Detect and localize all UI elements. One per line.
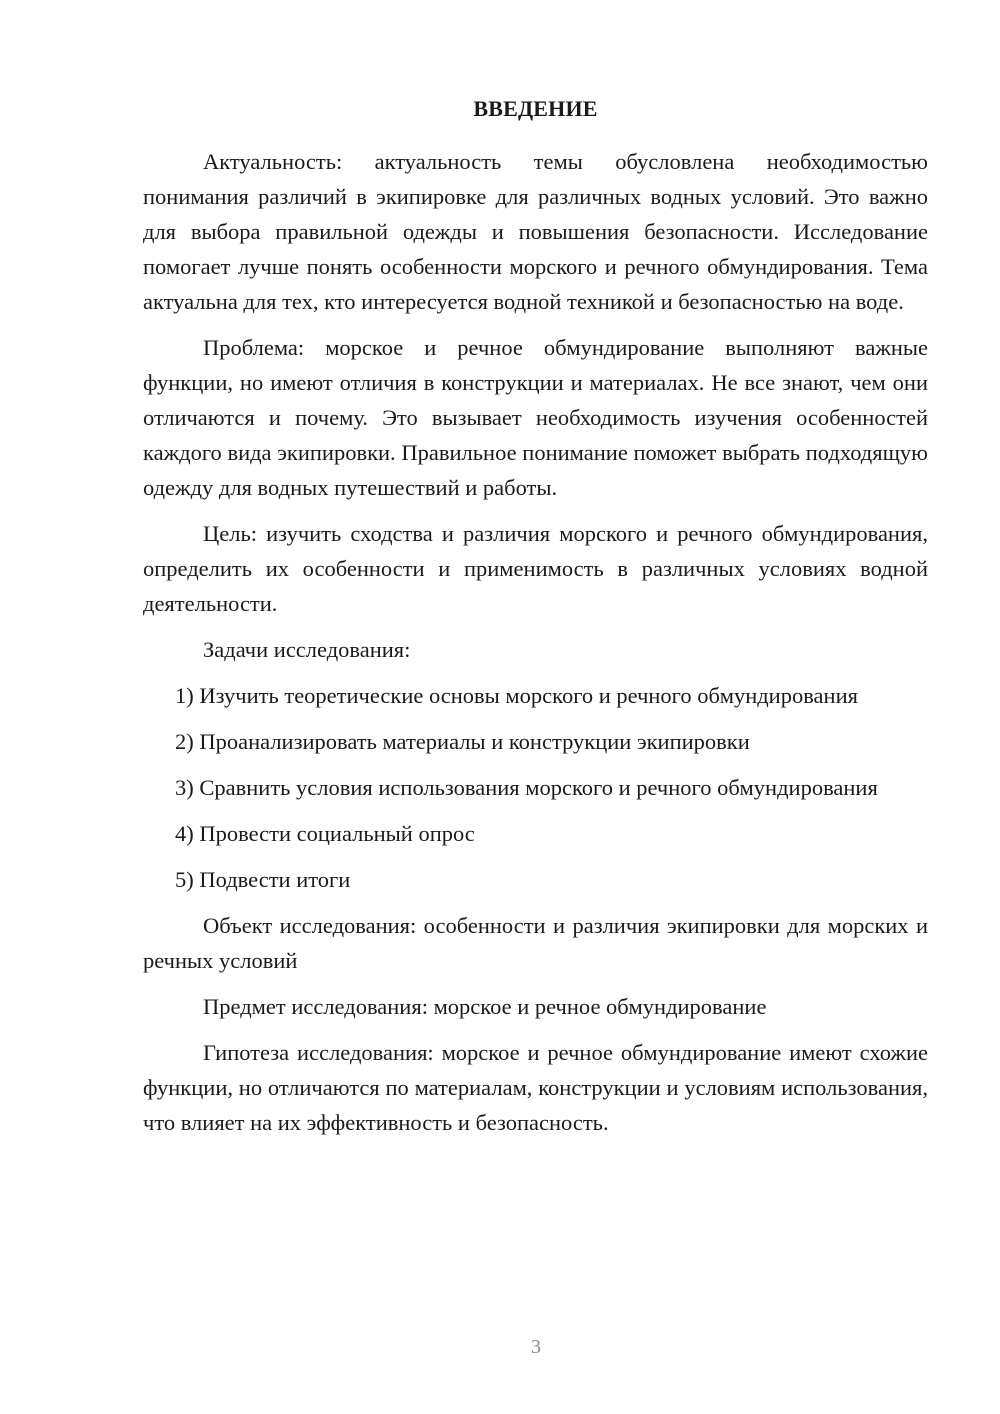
task-item-3: 3) Сравнить условия использования морского и речного обмундирования xyxy=(175,775,878,800)
document-page xyxy=(143,94,928,1151)
paragraph-goal: Цель: изучить сходства и различия морского и речного обмундирования, определить их особенности и применимость в различных условиях водной деятельности. xyxy=(143,521,928,616)
paragraph-subject: Предмет исследования: морское и речное обмундирование xyxy=(203,994,767,1019)
task-item-1: 1) Изучить теоретические основы морского и речного обмундирования xyxy=(175,683,858,708)
paragraph-hypothesis: Гипотеза исследования: морское и речное обмундирование имеют схожие функции, но отличаются по материалам, конструкции и условиям использования, что влияет на их эффективность и безопасность. xyxy=(143,1040,928,1135)
page-title: ВВЕДЕНИЕ xyxy=(473,96,598,121)
task-item-5: 5) Подвести итоги xyxy=(175,867,351,892)
paragraph-relevance: Актуальность: актуальность темы обусловлена необходимостью понимания различий в экипировке для различных водных условий. Это важно для выбора правильной одежды и повышения безопасности. Исследование помогает лучше понять особенности морского и речного обмундирования. Тема актуальна для тех, кто интересуется водной техникой и безопасностью на воде. xyxy=(143,149,928,314)
task-item-2: 2) Проанализировать материалы и конструкции экипировки xyxy=(175,729,750,754)
task-item-4: 4) Провести социальный опрос xyxy=(175,821,475,846)
paragraph-problem: Проблема: морское и речное обмундирование выполняют важные функции, но имеют отличия в конструкции и материалах. Не все знают, чем они отличаются и почему. Это вызывает необходимость изучения особенностей каждого вида экипировки. Правильное понимание поможет выбрать подходящую одежду для водных путешествий и работы. xyxy=(143,335,928,500)
tasks-heading: Задачи исследования: xyxy=(203,637,411,662)
page-number: 3 xyxy=(531,1336,541,1358)
paragraph-object: Объект исследования: особенности и различия экипировки для морских и речных условий xyxy=(143,913,928,973)
